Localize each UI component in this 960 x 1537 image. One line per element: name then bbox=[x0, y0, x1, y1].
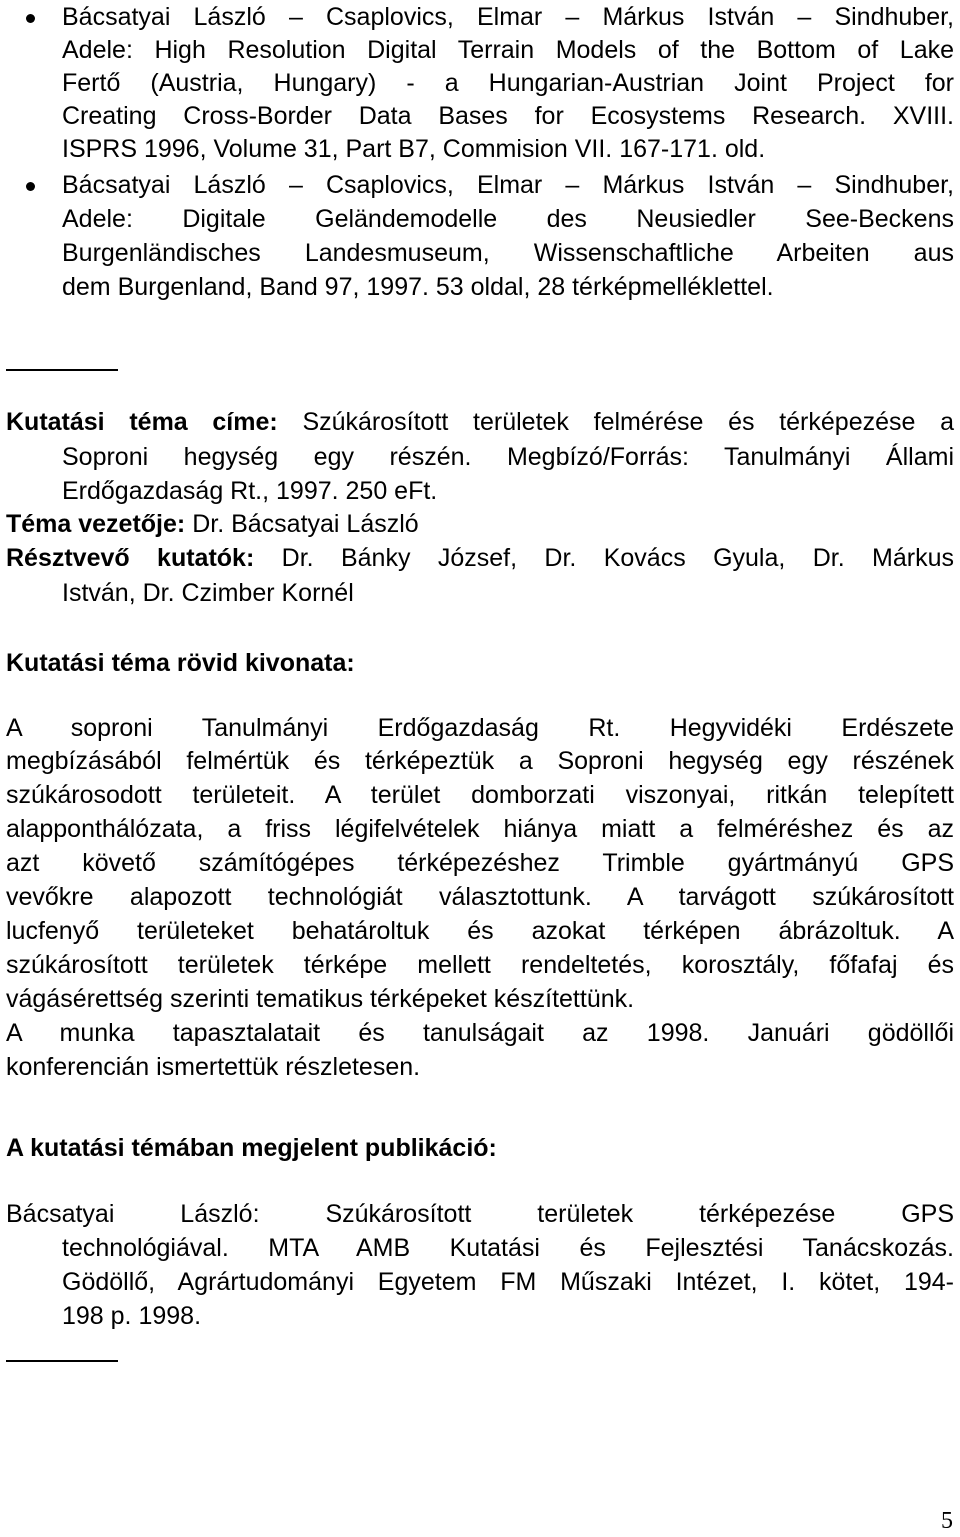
publication-line: Bácsatyai László: Szúkárosított területek térképezése GPS bbox=[6, 1200, 954, 1228]
topic-leader-line bbox=[6, 507, 419, 541]
separator-rule bbox=[6, 369, 118, 371]
publication-line: technológiával. MTA AMB Kutatási és Fejlesztési Tanácskozás. bbox=[62, 1234, 954, 1262]
topic-title-line bbox=[6, 405, 954, 439]
abstract-line: konferencián ismertettük részletesen. bbox=[6, 1053, 421, 1081]
publication-line: 198 p. 1998. bbox=[62, 1302, 202, 1330]
publication-heading: A kutatási témában megjelent publikáció: bbox=[6, 1134, 497, 1162]
abstract-line: vágásérettség szerinti tematikus térképeket készítettünk. bbox=[6, 985, 635, 1013]
topic-participants-continuation: István, Dr. Czimber Kornél bbox=[62, 579, 354, 607]
reference-2-line: Burgenländisches Landesmuseum, Wissenschaftliche Arbeiten aus bbox=[62, 239, 954, 267]
reference-1-line: Bácsatyai László – Csaplovics, Elmar – Márkus István – Sindhuber, bbox=[62, 3, 954, 31]
abstract-line: A soproni Tanulmányi Erdőgazdaság Rt. Hegyvidéki Erdészete bbox=[6, 714, 954, 742]
abstract-line: lucfenyő területeket behatároltuk és azokat térképen ábrázoltuk. A bbox=[6, 917, 954, 945]
reference-2-line: Bácsatyai László – Csaplovics, Elmar – Márkus István – Sindhuber, bbox=[62, 171, 954, 199]
bullet-marker bbox=[26, 14, 35, 23]
reference-2-line: Adele: Digitale Geländemodelle des Neusiedler See-Beckens bbox=[62, 205, 954, 233]
topic-title-label: Kutatási téma címe: bbox=[6, 408, 278, 436]
topic-leader-label: Téma vezetője: bbox=[6, 510, 186, 538]
abstract-line: alapponthálózata, a friss légifelvételek hiánya miatt a felméréshez és az bbox=[6, 815, 954, 843]
reference-1-line: Creating Cross-Border Data Bases for Ecosystems Research. XVIII. bbox=[62, 102, 954, 130]
topic-participants-value: Dr. Bánky József, Dr. Kovács Gyula, Dr. Márkus bbox=[281, 544, 954, 572]
topic-title-continuation: Erdőgazdaság Rt., 1997. 250 eFt. bbox=[62, 477, 438, 505]
reference-1-line: Adele: High Resolution Digital Terrain Models of the Bottom of Lake bbox=[62, 36, 954, 64]
abstract-line: szúkárosított területek térképe mellett rendeltetés, korosztály, főfafaj és bbox=[6, 951, 954, 979]
topic-participants-label: Résztvevő kutatók: bbox=[6, 544, 255, 572]
abstract-line: szúkárosodott területeit. A terület domborzati viszonyai, ritkán telepített bbox=[6, 781, 954, 809]
topic-title-continuation: Soproni hegység egy részén. Megbízó/Forrás: Tanulmányi Állami bbox=[62, 443, 954, 471]
reference-1-line: Fertő (Austria, Hungary) - a Hungarian-Austrian Joint Project for bbox=[62, 69, 954, 97]
separator-rule bbox=[6, 1360, 118, 1362]
publication-line: Gödöllő, Agrártudományi Egyetem FM Műszaki Intézet, I. kötet, 194- bbox=[62, 1268, 954, 1296]
bullet-marker bbox=[26, 182, 35, 191]
reference-2-line: dem Burgenland, Band 97, 1997. 53 oldal, 28 térképmelléklettel. bbox=[62, 273, 774, 301]
abstract-heading: Kutatási téma rövid kivonata: bbox=[6, 649, 355, 677]
topic-participants-line bbox=[6, 541, 954, 575]
abstract-line: megbízásából felmértük és térképeztük a Soproni hegység egy részének bbox=[6, 747, 954, 775]
topic-title-text: Szúkárosított területek felmérése és térképezése a bbox=[302, 408, 955, 436]
abstract-line: vevőkre alapozott technológiát választottunk. A tarvágott szúkárosított bbox=[6, 883, 954, 911]
abstract-line: A munka tapasztalatait és tanulságait az 1998. Januári gödöllői bbox=[6, 1019, 954, 1047]
abstract-line: azt követő számítógépes térképezéshez Trimble gyártmányú GPS bbox=[6, 849, 954, 877]
page-number: 5 bbox=[941, 1508, 953, 1534]
topic-leader-value: Dr. Bácsatyai László bbox=[192, 510, 419, 538]
reference-1-line: ISPRS 1996, Volume 31, Part B7, Commision VII. 167-171. old. bbox=[62, 135, 766, 163]
